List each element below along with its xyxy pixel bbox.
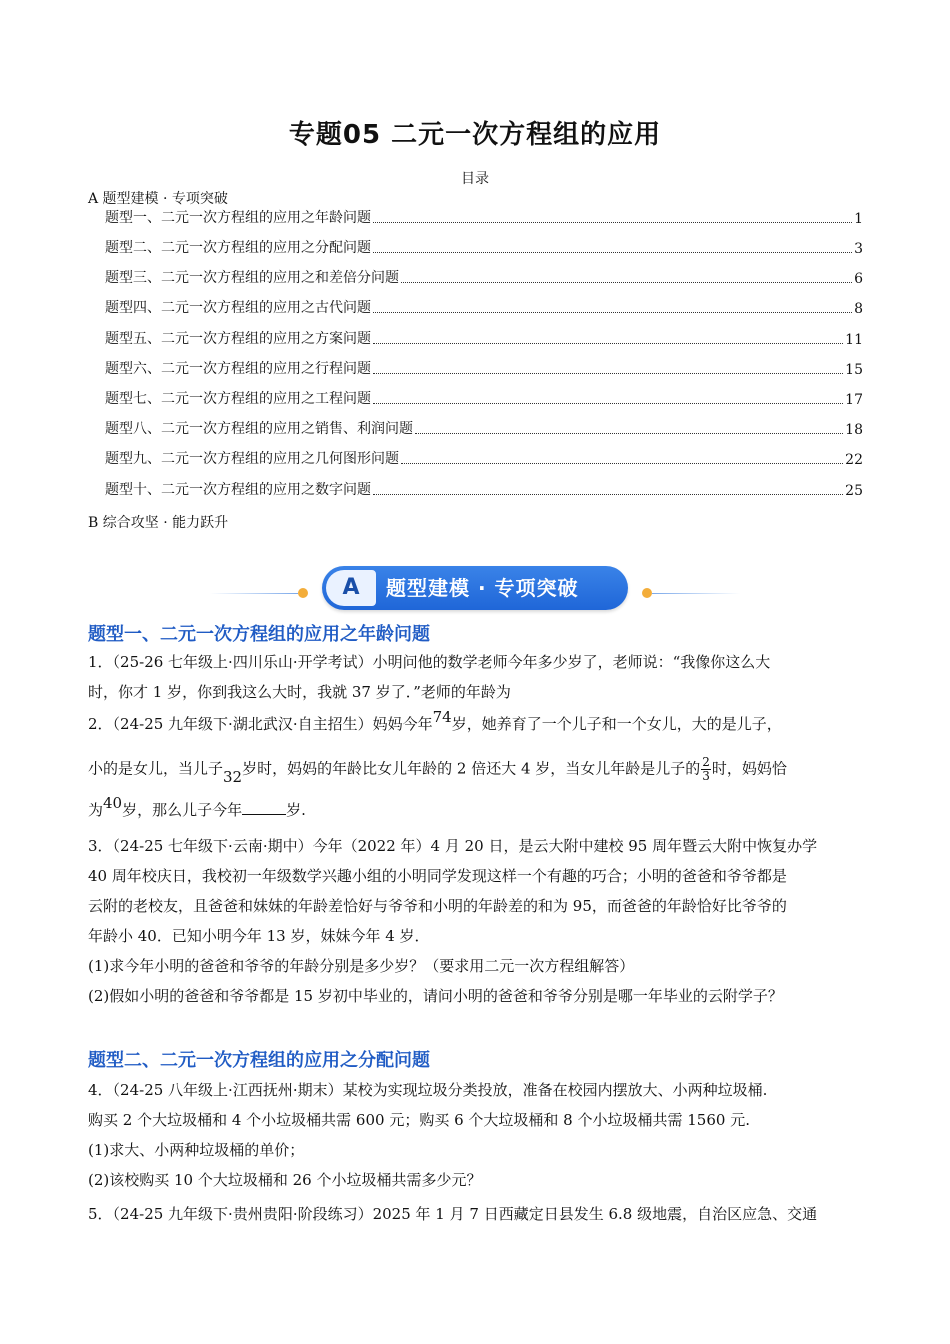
toc-entry[interactable]	[105, 388, 863, 408]
toc-entry[interactable]	[105, 328, 863, 348]
toc-leader	[373, 494, 843, 495]
fraction-denominator: 3	[702, 769, 710, 783]
toc-entry-title: 题型十、二元一次方程组的应用之数字问题	[105, 482, 371, 498]
toc-entry[interactable]	[105, 358, 863, 378]
section-banner	[210, 566, 740, 612]
q4-line2: 购买 2 个大垃圾桶和 4 个小垃圾桶共需 600 元；购买 6 个大垃圾桶和 8 个小垃圾桶共需 1560 元.	[88, 1111, 750, 1129]
q1-line2: 时，你才 1 岁，你到我这么大时，我就 37 岁了．”老师的年龄为	[88, 683, 511, 701]
toc-entry[interactable]	[105, 237, 863, 257]
toc-leader	[401, 463, 843, 464]
toc-entry-page: 6	[854, 271, 863, 287]
q2-age-mother: 74	[432, 708, 452, 726]
q3-sub2: (2)假如小明的爸爸和爷爷都是 15 岁初中毕业的，请问小明的爸爸和爷爷分别是哪一年毕业的云附学子？	[88, 987, 783, 1005]
toc-entry-title: 题型四、二元一次方程组的应用之古代问题	[105, 300, 371, 316]
q2-text: 小的是女儿，当儿子	[88, 759, 224, 778]
toc-entry-title: 题型六、二元一次方程组的应用之行程问题	[105, 361, 371, 377]
toc-entry-page: 18	[845, 422, 863, 438]
toc-leader	[373, 373, 843, 374]
toc-entry-title: 题型九、二元一次方程组的应用之几何图形问题	[105, 451, 399, 467]
toc-entry[interactable]	[105, 479, 863, 499]
toc-entry[interactable]	[105, 207, 863, 227]
q1-line1: 1．（25-26 七年级上·四川乐山·开学考试）小明问他的数学老师今年多少岁了，老师说：“我像你这么大	[88, 653, 771, 671]
banner-line-left	[210, 593, 298, 594]
toc-leader	[373, 222, 852, 223]
toc-entry[interactable]	[105, 448, 863, 468]
toc-entry-title: 题型二、二元一次方程组的应用之分配问题	[105, 240, 371, 256]
toc-entry-page: 15	[845, 362, 863, 378]
type2-heading: 题型二、二元一次方程组的应用之分配问题	[88, 1050, 430, 1071]
toc-entry[interactable]	[105, 267, 863, 287]
banner-letter: A	[326, 570, 376, 606]
q3-sub1: (1)求今年小明的爸爸和爷爷的年龄分别是多少岁？（要求用二元一次方程组解答）	[88, 957, 635, 975]
q2-line2	[88, 755, 864, 786]
banner-dot-right	[642, 588, 652, 598]
q5-line1: 5．（24-25 九年级下·贵州贵阳·阶段练习）2025 年 1 月 7 日西藏定日县发生 6.8 级地震，自治区应急、交通	[88, 1205, 818, 1223]
toc-leader	[415, 433, 843, 434]
q2-line1	[88, 708, 864, 734]
toc-entry-page: 8	[854, 301, 863, 317]
banner-text: 题型建模 · 专项突破	[386, 576, 579, 600]
page-title: 专题05 二元一次方程组的应用	[288, 120, 662, 150]
q2-fraction	[701, 756, 711, 783]
q4-sub2: (2)该校购买 10 个大垃圾桶和 26 个小垃圾桶共需多少元？	[88, 1171, 482, 1189]
toc-entry-title: 题型一、二元一次方程组的应用之年龄问题	[105, 210, 371, 226]
toc-entry[interactable]	[105, 297, 863, 317]
q2-text: 岁，她养育了一个儿子和一个女儿，大的是儿子，	[451, 715, 782, 733]
q2-age-forty: 40	[103, 794, 123, 812]
q2-text: 时，妈妈恰	[711, 759, 787, 778]
toc-entry-title: 题型五、二元一次方程组的应用之方案问题	[105, 331, 371, 347]
toc-entry-page: 3	[854, 241, 863, 257]
banner-dot-left	[298, 588, 308, 598]
q4-line1: 4．（24-25 八年级上·江西抚州·期末）某校为实现垃圾分类投放，准备在校园内摆放大、小两种垃圾桶.	[88, 1081, 768, 1099]
toc-heading: 目录	[461, 171, 489, 187]
q2-text: 岁，那么儿子今年	[122, 801, 243, 819]
toc-leader	[373, 343, 843, 344]
toc-leader	[373, 312, 852, 313]
toc-entry-page: 22	[845, 452, 863, 468]
toc-entry-title: 题型三、二元一次方程组的应用之和差倍分问题	[105, 270, 399, 286]
q2-line3	[88, 794, 864, 820]
toc-entry-title: 题型八、二元一次方程组的应用之销售、利润问题	[105, 421, 413, 437]
q3-line3: 云附的老校友，且爸爸和妹妹的年龄差恰好与爷爷和小明的年龄差的和为 95，而爸爸的年龄恰好比爷爷的	[88, 897, 787, 915]
toc-entry-page: 17	[845, 392, 863, 408]
toc-entry[interactable]	[105, 418, 863, 438]
q2-text: 岁时，妈妈的年龄比女儿年龄的 2 倍还大 4 岁，当女儿年龄是儿子的	[242, 759, 701, 778]
q2-text: 2．（24-25 九年级下·湖北武汉·自主招生）妈妈今年	[88, 715, 433, 733]
answer-blank[interactable]	[242, 800, 286, 815]
toc-entry-page: 11	[845, 332, 863, 348]
fraction-numerator: 2	[702, 755, 710, 769]
q3-line4: 年龄小 40．已知小明今年 13 岁，妹妹今年 4 岁．	[88, 927, 430, 945]
toc-leader	[373, 252, 852, 253]
toc-entry-title: 题型七、二元一次方程组的应用之工程问题	[105, 391, 371, 407]
toc-entry-page: 1	[854, 211, 863, 227]
q4-sub1: (1)求大、小两种垃圾桶的单价；	[88, 1141, 305, 1159]
q2-text: 岁.	[286, 801, 306, 819]
q2-text: 为	[88, 801, 104, 819]
type1-heading: 题型一、二元一次方程组的应用之年龄问题	[88, 624, 430, 645]
toc-leader	[401, 282, 852, 283]
toc-section-b[interactable]: B 综合攻坚 · 能力跃升	[88, 515, 229, 531]
toc-entry-page: 25	[845, 483, 863, 499]
banner-line-right	[652, 593, 740, 594]
q3-line2: 40 周年校庆日，我校初一年级数学兴趣小组的小明同学发现这样一个有趣的巧合；小明的爸爸和爷爷都是	[88, 867, 787, 885]
toc-section-a[interactable]: A 题型建模 · 专项突破	[88, 191, 228, 207]
q2-age-son: 32	[223, 767, 243, 786]
toc-leader	[373, 403, 843, 404]
q3-line1: 3．（24-25 七年级下·云南·期中）今年（2022 年）4 月 20 日，是云大附中建校 95 周年暨云大附中恢复办学	[88, 837, 818, 855]
